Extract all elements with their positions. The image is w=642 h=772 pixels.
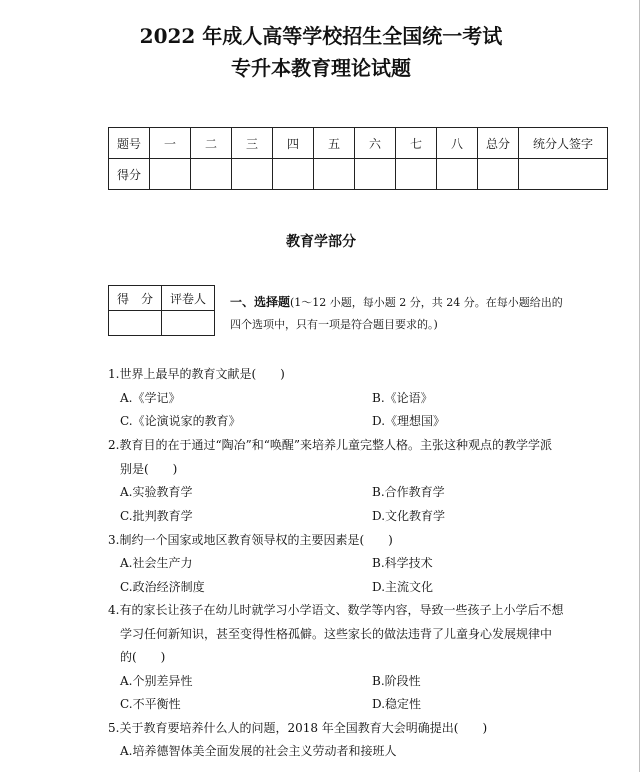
option-c[interactable]: C.不平衡性: [120, 697, 181, 711]
option-d[interactable]: D.《理想国》: [372, 414, 446, 428]
instructions-line-2: 四个选项中，只有一项是符合题目要求的。): [230, 318, 438, 331]
section-instructions: [230, 291, 600, 336]
score-header-cell: 二: [191, 128, 232, 159]
option-b[interactable]: B.科学技术: [372, 556, 433, 570]
score-cell[interactable]: [273, 159, 314, 190]
option-d[interactable]: D.稳定性: [372, 697, 422, 711]
score-header-cell: 八: [437, 128, 478, 159]
page-edge-rule: [639, 0, 640, 772]
question-stem-continued: 学习任何新知识，甚至变得性格孤僻。这些家长的做法违背了儿童身心发展规律中: [120, 627, 553, 641]
grader-score-label: 得 分: [109, 286, 162, 311]
grader-name-label: 评卷人: [162, 286, 215, 311]
score-header-cell: 五: [314, 128, 355, 159]
grader-name-cell[interactable]: [162, 311, 215, 336]
score-header-cell: 题号: [109, 128, 150, 159]
option-a[interactable]: A.个别差异性: [120, 674, 193, 688]
question-stem: 5.关于教育要培养什么人的问题，2018 年全国教育大会明确提出( ): [108, 721, 488, 735]
option-d[interactable]: D.文化教育学: [372, 509, 446, 523]
option-b[interactable]: B.阶段性: [372, 674, 421, 688]
score-header-cell: 三: [232, 128, 273, 159]
score-table-header-row: [109, 128, 608, 159]
score-cell[interactable]: [519, 159, 608, 190]
score-cell[interactable]: [314, 159, 355, 190]
option-c[interactable]: C.政治经济制度: [120, 580, 205, 594]
question-stem: 2.教育目的在于通过“陶冶”和“唤醒”来培养儿童完整人格。主张这种观点的教学学派: [108, 438, 552, 452]
score-row-label: 得分: [109, 159, 150, 190]
question-stem-continued: 别是( ): [120, 462, 178, 476]
score-table: [108, 127, 608, 190]
option-c[interactable]: C.批判教育学: [120, 509, 193, 523]
score-cell[interactable]: [396, 159, 437, 190]
question-stem: 1.世界上最早的教育文献是( ): [108, 367, 285, 381]
option-c[interactable]: C.《论演说家的教育》: [120, 414, 241, 428]
question-stem: 4.有的家长让孩子在幼儿时就学习小学语文、数学等内容，导致一些孩子上小学后不想: [108, 603, 564, 617]
part-title: 教育学部分: [286, 234, 356, 250]
question-stem: 3.制约一个国家或地区教育领导权的主要因素是( ): [108, 533, 393, 547]
option-a[interactable]: A.培养德智体美全面发展的社会主义劳动者和接班人: [120, 744, 397, 758]
score-header-cell: 总分: [478, 128, 519, 159]
option-d[interactable]: D.主流文化: [372, 580, 434, 594]
score-cell[interactable]: [232, 159, 273, 190]
instructions-line-1: (1～12 小题，每小题 2 分，共 24 分。在每小题给出的: [290, 296, 563, 309]
section-heading: 一、选择题: [230, 295, 291, 309]
score-header-cell: 统分人签字: [519, 128, 608, 159]
grader-box: [108, 285, 215, 336]
option-a[interactable]: A.社会生产力: [120, 556, 193, 570]
exam-title: 2022 年成人高等学校招生全国统一考试: [139, 24, 503, 48]
option-b[interactable]: B.《论语》: [372, 391, 433, 405]
score-header-cell: 一: [150, 128, 191, 159]
score-cell[interactable]: [191, 159, 232, 190]
score-header-cell: 四: [273, 128, 314, 159]
question-stem-continued: 的( ): [120, 650, 166, 664]
score-header-cell: 六: [355, 128, 396, 159]
score-table-score-row: [109, 159, 608, 190]
exam-subtitle: 专升本教育理论试题: [231, 56, 411, 80]
option-a[interactable]: A.《学记》: [120, 391, 181, 405]
score-cell[interactable]: [437, 159, 478, 190]
score-cell[interactable]: [355, 159, 396, 190]
score-cell[interactable]: [150, 159, 191, 190]
score-cell[interactable]: [478, 159, 519, 190]
option-b[interactable]: B.合作教育学: [372, 485, 445, 499]
option-a[interactable]: A.实验教育学: [120, 485, 193, 499]
score-header-cell: 七: [396, 128, 437, 159]
grader-score-cell[interactable]: [109, 311, 162, 336]
